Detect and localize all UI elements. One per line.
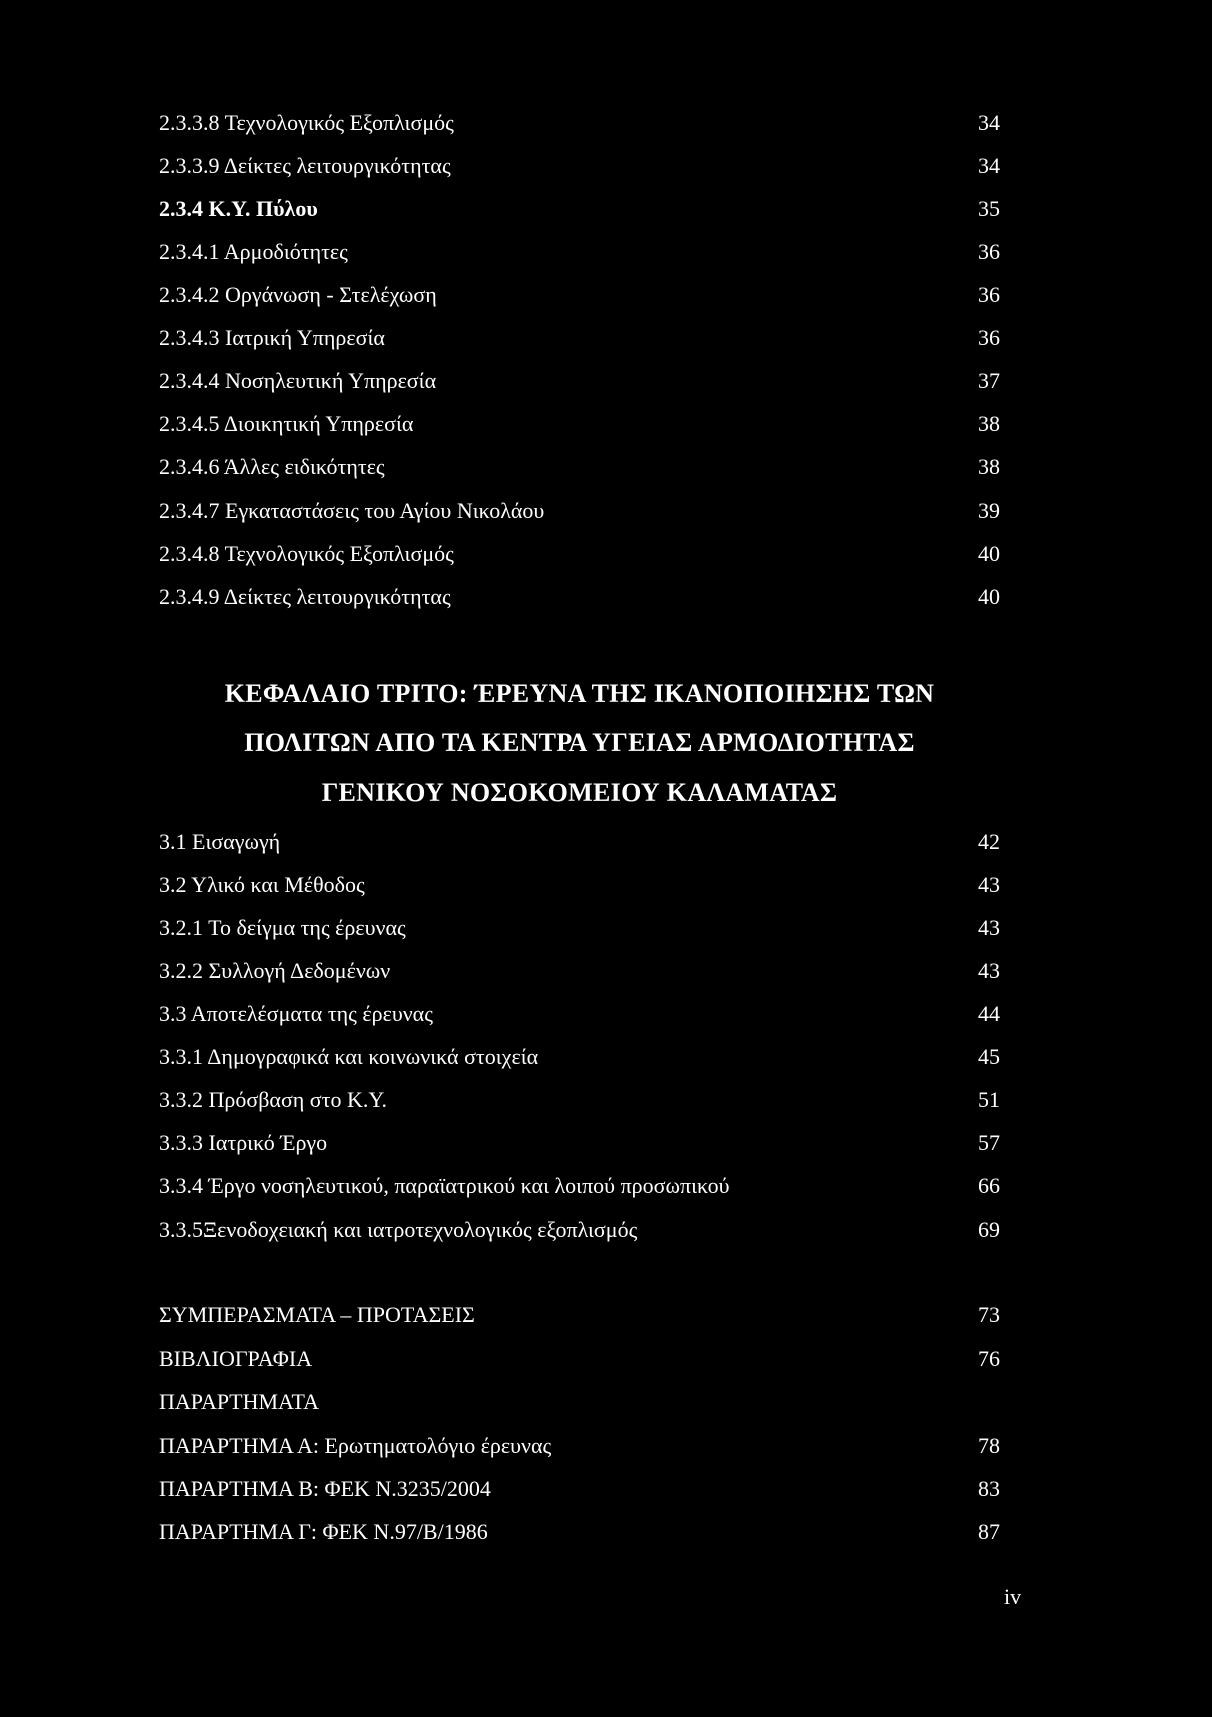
toc-entry-title: 3.2.2 Συλλογή Δεδομένων <box>159 958 391 983</box>
toc-entry <box>159 494 1000 528</box>
toc-entry-page: 87 <box>978 1519 1000 1544</box>
toc-entry-page: 36 <box>978 325 1000 350</box>
toc-entry-page: 69 <box>978 1217 1000 1242</box>
toc-entry-title: 2.3.4 Κ.Υ. Πύλου <box>159 196 318 221</box>
toc-entry <box>159 192 1000 226</box>
toc-entry-title: ΣΥΜΠΕΡΑΣΜΑΤΑ – ΠΡΟΤΑΣΕΙΣ <box>159 1302 475 1327</box>
toc-entry-page: 38 <box>978 411 1000 436</box>
chapter-heading-line-3: ΓΕΝΙΚΟΥ ΝΟΣΟΚΟΜΕΙΟΥ ΚΑΛΑΜΑΤΑΣ <box>321 778 838 807</box>
toc-entry-title: 3.3.1 Δημογραφικά και κοινωνικά στοιχεία <box>159 1044 539 1069</box>
toc-entry-page: 43 <box>978 958 1000 983</box>
toc-entry-title: ΠΑΡΑΡΤΗΜΑ Β: ΦΕΚ Ν.3235/2004 <box>159 1476 491 1501</box>
toc-entry-page: 37 <box>978 368 1000 393</box>
toc-entry-title: ΒΙΒΛΙΟΓΡΑΦΙΑ <box>159 1346 313 1371</box>
toc-entry <box>159 364 1000 398</box>
toc-entry-title: 2.3.4.3 Ιατρική Υπηρεσία <box>159 325 385 350</box>
toc-entry <box>159 1213 1000 1247</box>
toc-entry-title: 2.3.3.8 Τεχνολογικός Εξοπλισμός <box>159 110 454 135</box>
toc-entry <box>159 278 1000 312</box>
toc-entry <box>159 868 1000 902</box>
page-number: iv <box>1004 1584 1022 1609</box>
toc-entry <box>159 1342 1000 1376</box>
toc-entry <box>159 149 1000 183</box>
toc-entry-page: 38 <box>978 454 1000 479</box>
toc-entry-page: 36 <box>978 239 1000 264</box>
toc-entry <box>159 825 1000 859</box>
toc-entry <box>159 1040 1000 1074</box>
toc-entry <box>159 450 1000 484</box>
toc-entry <box>159 911 1000 945</box>
toc-entry-title: 3.3.2 Πρόσβαση στο Κ.Υ. <box>159 1087 388 1112</box>
toc-entry <box>159 407 1000 441</box>
toc-entry-title: 2.3.4.5 Διοικητική Υπηρεσία <box>159 411 414 436</box>
toc-entry <box>159 1472 1000 1506</box>
toc-entry-page: 40 <box>978 541 1000 566</box>
toc-entry <box>159 1298 1000 1332</box>
toc-entry-page: 45 <box>978 1044 1000 1069</box>
toc-entry-page: 57 <box>978 1130 1000 1155</box>
toc-entry-title: 2.3.4.6 Άλλες ειδικότητες <box>159 454 385 479</box>
toc-entry-page: 34 <box>978 153 1000 178</box>
toc-entry <box>159 1083 1000 1117</box>
toc-entry-page: 51 <box>978 1087 1000 1112</box>
toc-entry-page: 43 <box>978 915 1000 940</box>
toc-entry-title: 2.3.4.4 Νοσηλευτική Υπηρεσία <box>159 368 437 393</box>
toc-entry <box>159 537 1000 571</box>
toc-entry <box>159 235 1000 269</box>
toc-entry <box>159 1385 1000 1419</box>
toc-entry-page: 40 <box>978 584 1000 609</box>
toc-entry-title: ΠΑΡΑΡΤΗΜΑ Α: Ερωτηματολόγιο έρευνας <box>159 1433 552 1458</box>
toc-entry <box>159 1169 1000 1203</box>
toc-entry-page: 83 <box>978 1476 1000 1501</box>
toc-entry-page: 73 <box>978 1302 1000 1327</box>
toc-entry-title: 2.3.4.8 Τεχνολογικός Εξοπλισμός <box>159 541 454 566</box>
toc-entry-title: 3.2 Υλικό και Μέθοδος <box>159 872 365 897</box>
toc-entry-title: 3.2.1 Το δείγμα της έρευνας <box>159 915 406 940</box>
toc-entry <box>159 580 1000 614</box>
toc-entry-page: 35 <box>978 196 1000 221</box>
toc-entry <box>159 1126 1000 1160</box>
toc-entry-title: 3.3.4 Έργο νοσηλευτικού, παραϊατρικού και λοιπού προσωπικού <box>159 1173 730 1198</box>
toc-entry-page: 34 <box>978 110 1000 135</box>
toc-entry-page: 78 <box>978 1433 1000 1458</box>
toc-entry <box>159 997 1000 1031</box>
toc-entry-title: 3.3.5Ξενοδοχειακή και ιατροτεχνολογικός εξοπλισμός <box>159 1217 638 1242</box>
toc-entry-title: 2.3.3.9 Δείκτες λειτουργικότητας <box>159 153 451 178</box>
toc-entry-title: 2.3.4.9 Δείκτες λειτουργικότητας <box>159 584 451 609</box>
toc-entry-page: 76 <box>978 1346 1000 1371</box>
toc-entry-page: 43 <box>978 872 1000 897</box>
toc-entry-page: 42 <box>978 829 1000 854</box>
toc-entry-page: 44 <box>978 1001 1000 1026</box>
toc-entry <box>159 954 1000 988</box>
toc-entry-page: 39 <box>978 498 1000 523</box>
chapter-heading-line-1: ΚΕΦΑΛΑΙΟ ΤΡΙΤΟ: ΈΡΕΥΝΑ ΤΗΣ ΙΚΑΝΟΠΟΙΗΣΗΣ ΤΩΝ <box>224 679 935 708</box>
toc-entry-title: ΠΑΡΑΡΤΗΜΑΤΑ <box>159 1389 320 1414</box>
toc-entry-title: ΠΑΡΑΡΤΗΜΑ Γ: ΦΕΚ Ν.97/Β/1986 <box>159 1519 488 1544</box>
toc-entry-title: 2.3.4.1 Αρμοδιότητες <box>159 239 348 264</box>
toc-entry-title: 2.3.4.7 Εγκαταστάσεις του Αγίου Νικολάου <box>159 498 545 523</box>
toc-entry <box>159 1515 1000 1549</box>
toc-entry <box>159 321 1000 355</box>
toc-entry-title: 2.3.4.2 Οργάνωση - Στελέχωση <box>159 282 437 307</box>
toc-entry-title: 3.3.3 Ιατρικό Έργο <box>159 1130 328 1155</box>
toc-entry-page: 66 <box>978 1173 1000 1198</box>
toc-entry <box>159 1429 1000 1463</box>
chapter-heading-line-2: ΠΟΛΙΤΩΝ ΑΠΟ ΤΑ ΚΕΝΤΡΑ ΥΓΕΙΑΣ ΑΡΜΟΔΙΟΤΗΤΑΣ <box>244 728 915 757</box>
toc-entry-page: 36 <box>978 282 1000 307</box>
toc-entry <box>159 106 1000 140</box>
toc-entry-title: 3.3 Αποτελέσματα της έρευνας <box>159 1001 433 1026</box>
toc-entry-title: 3.1 Εισαγωγή <box>159 829 281 854</box>
